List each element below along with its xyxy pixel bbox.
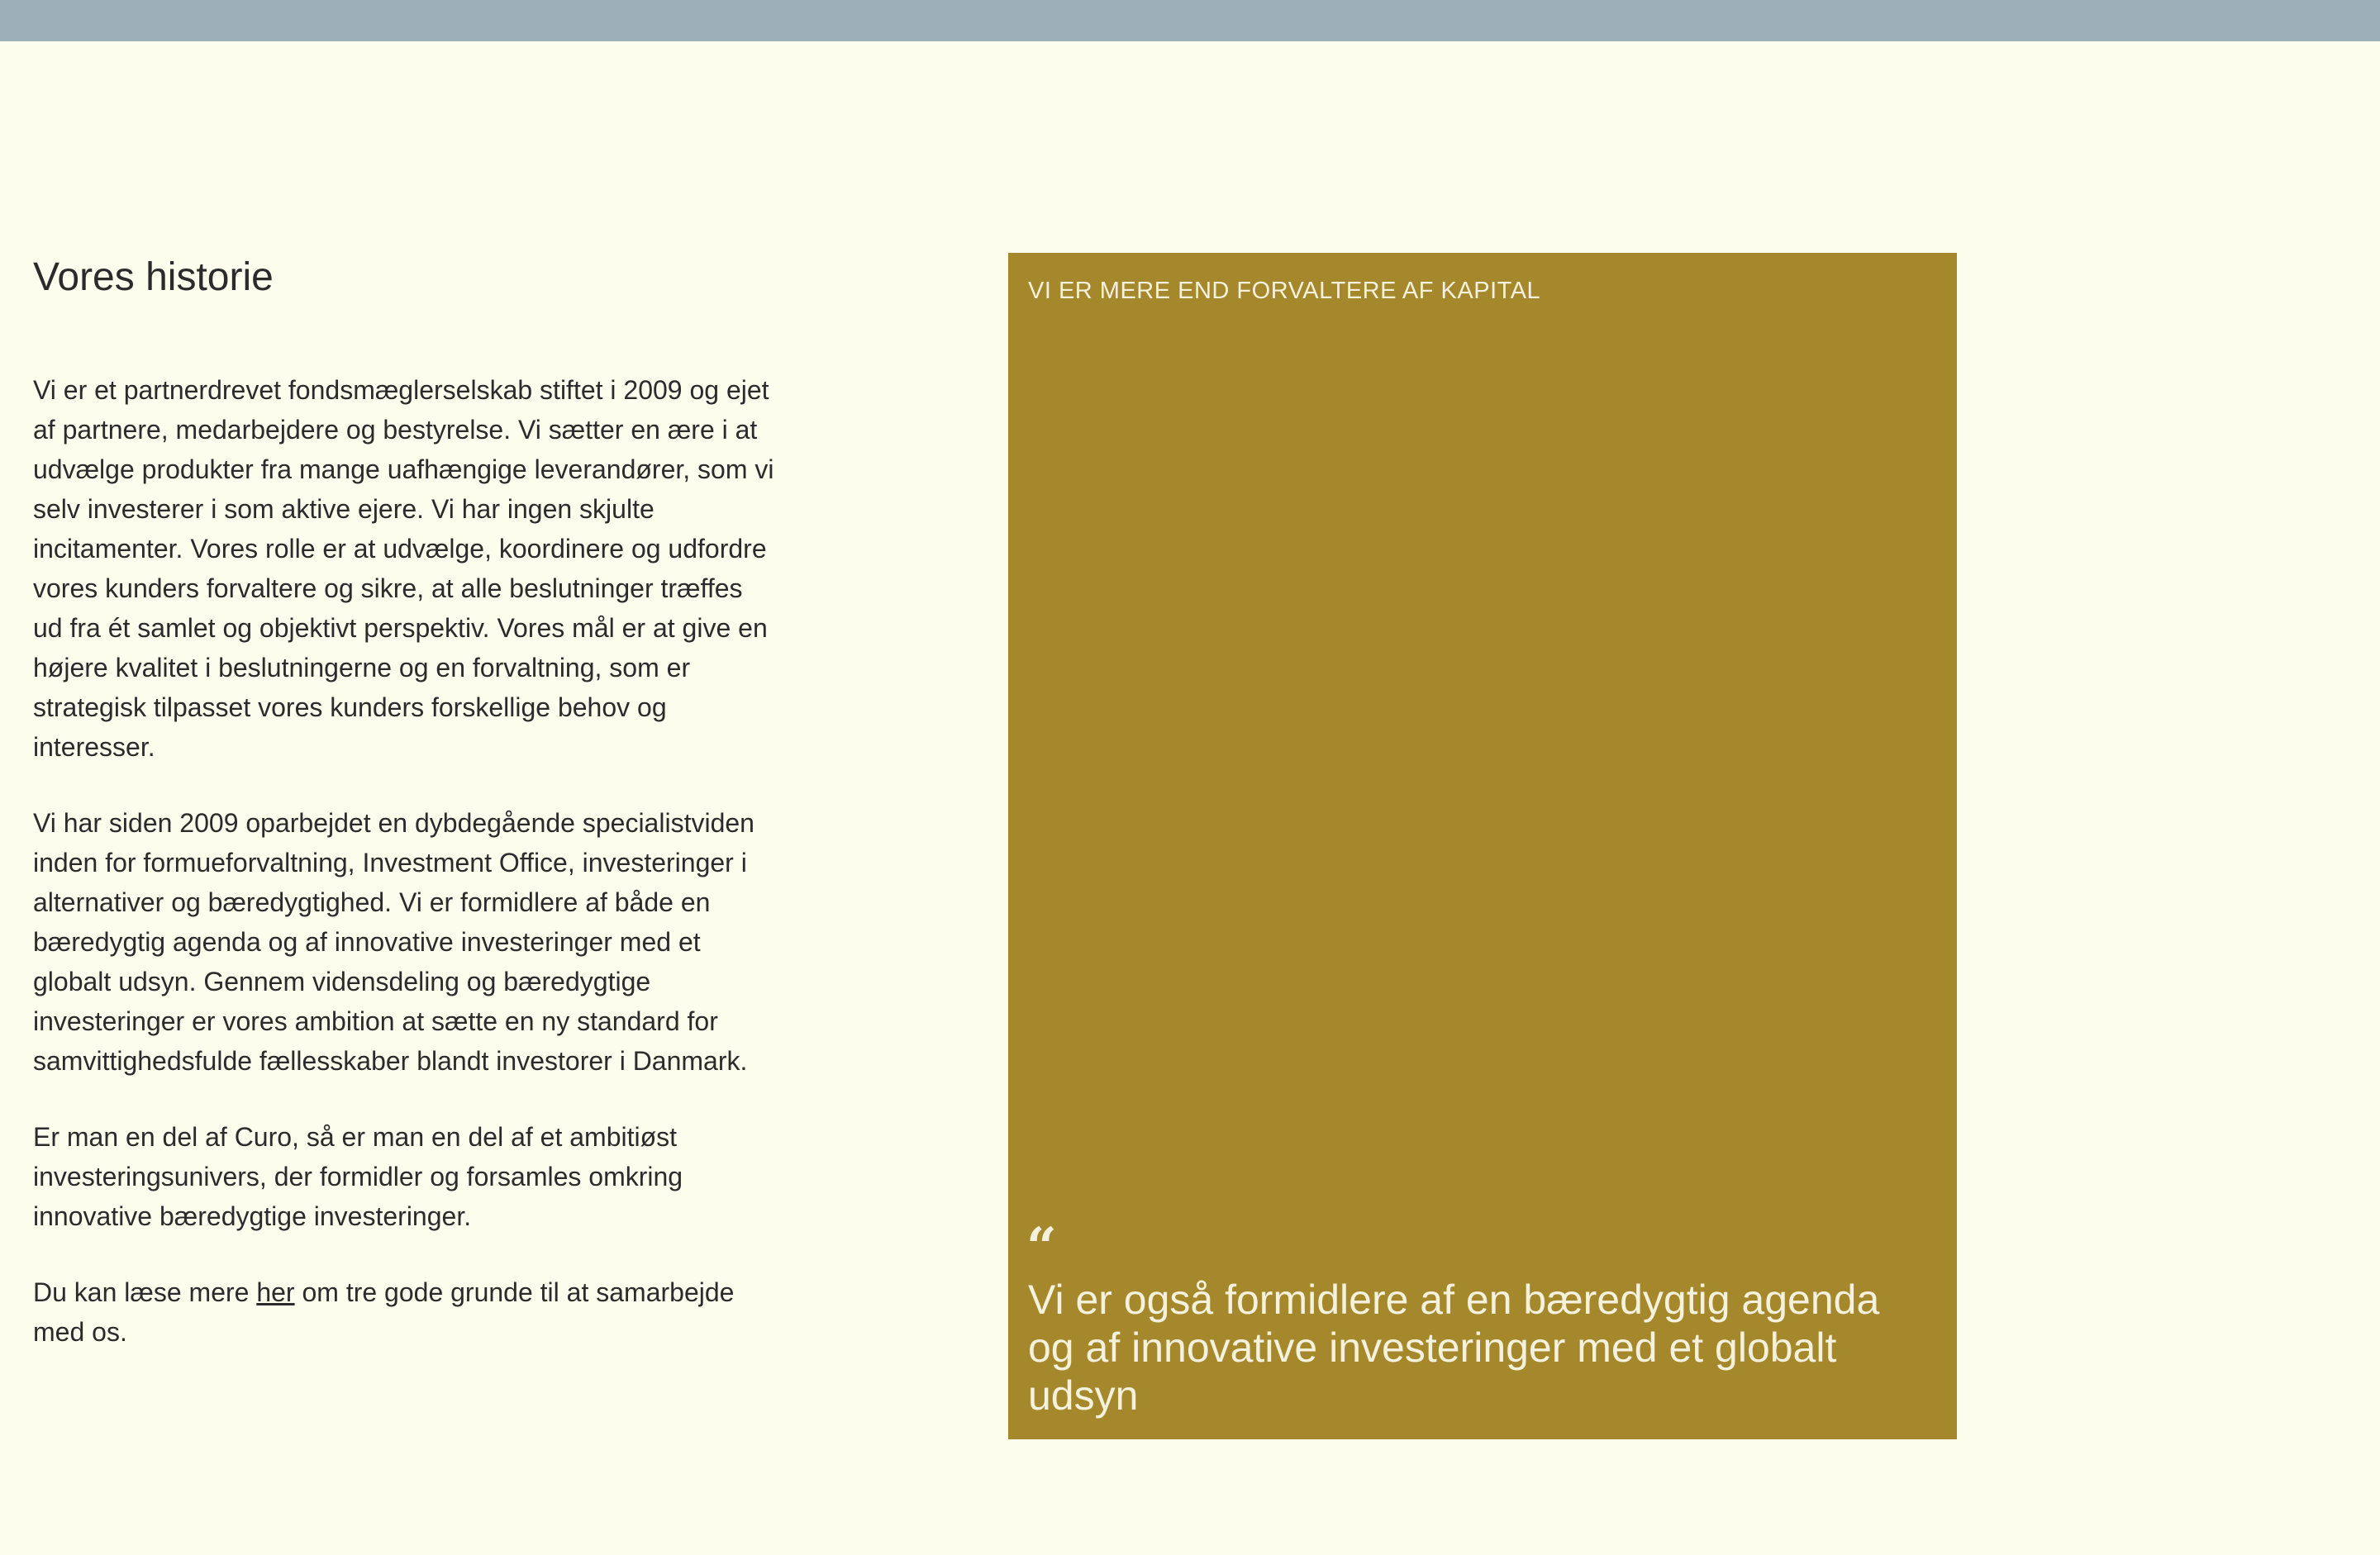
- quote-text: Vi er også formidlere af en bæredygtig agenda og af innovative investeringer med et globalt udsyn: [1028, 1277, 1880, 1419]
- top-bar: [0, 0, 2380, 41]
- closing-text-after: om tre gode grunde til at samarbejde med os.: [33, 1277, 735, 1347]
- quote-mark-icon: “: [1026, 1216, 1057, 1278]
- story-paragraph: Vi er et partnerdrevet fondsmæglerselskab stiftet i 2009 og ejet af partnere, medarbejdere og bestyrelse. Vi sætter en ære i at udvælge produkter fra mange uafhængige leverandører, som vi selv investerer i som aktive ejere. Vi har ingen skjulte incitamenter. Vores rolle er at udvælge, koordinere og udfordre vores kunders forvaltere og sikre, at alle beslutninger træffes ud fra ét samlet og objektivt perspektiv. Vores mål er at give en højere kvalitet i beslutningerne og en forvaltning, som er strategisk tilpasset vores kunders forskellige behov og interesser.: [33, 375, 774, 762]
- story-paragraph: Vi har siden 2009 oparbejdet en dybdegående specialistviden inden for formueforvaltning, Investment Office, investeringer i alternativer og bæredygtighed. Vi er formidlere af både en bæredygtig agenda og af innovative investeringer med et globalt udsyn. Gennem vidensdeling og bæredygtige investeringer er vores ambition at sætte en ny standard for samvittighedsfulde fællesskaber blandt investorer i Danmark.: [33, 808, 754, 1076]
- story-paragraph: Er man en del af Curo, så er man en del af et ambitiøst investeringsunivers, der formidler og forsamles omkring innovative bæredygtige investeringer.: [33, 1122, 683, 1231]
- story-section: [33, 248, 777, 1388]
- quote-card-eyebrow: VI ER MERE END FORVALTERE AF KAPITAL: [1028, 278, 1541, 304]
- quote-card: [1008, 253, 1957, 1439]
- closing-text-before: Du kan læse mere: [33, 1277, 257, 1307]
- read-more-link[interactable]: her: [256, 1277, 295, 1307]
- story-closing-paragraph: [33, 1272, 777, 1352]
- story-title: Vores historie: [33, 255, 274, 299]
